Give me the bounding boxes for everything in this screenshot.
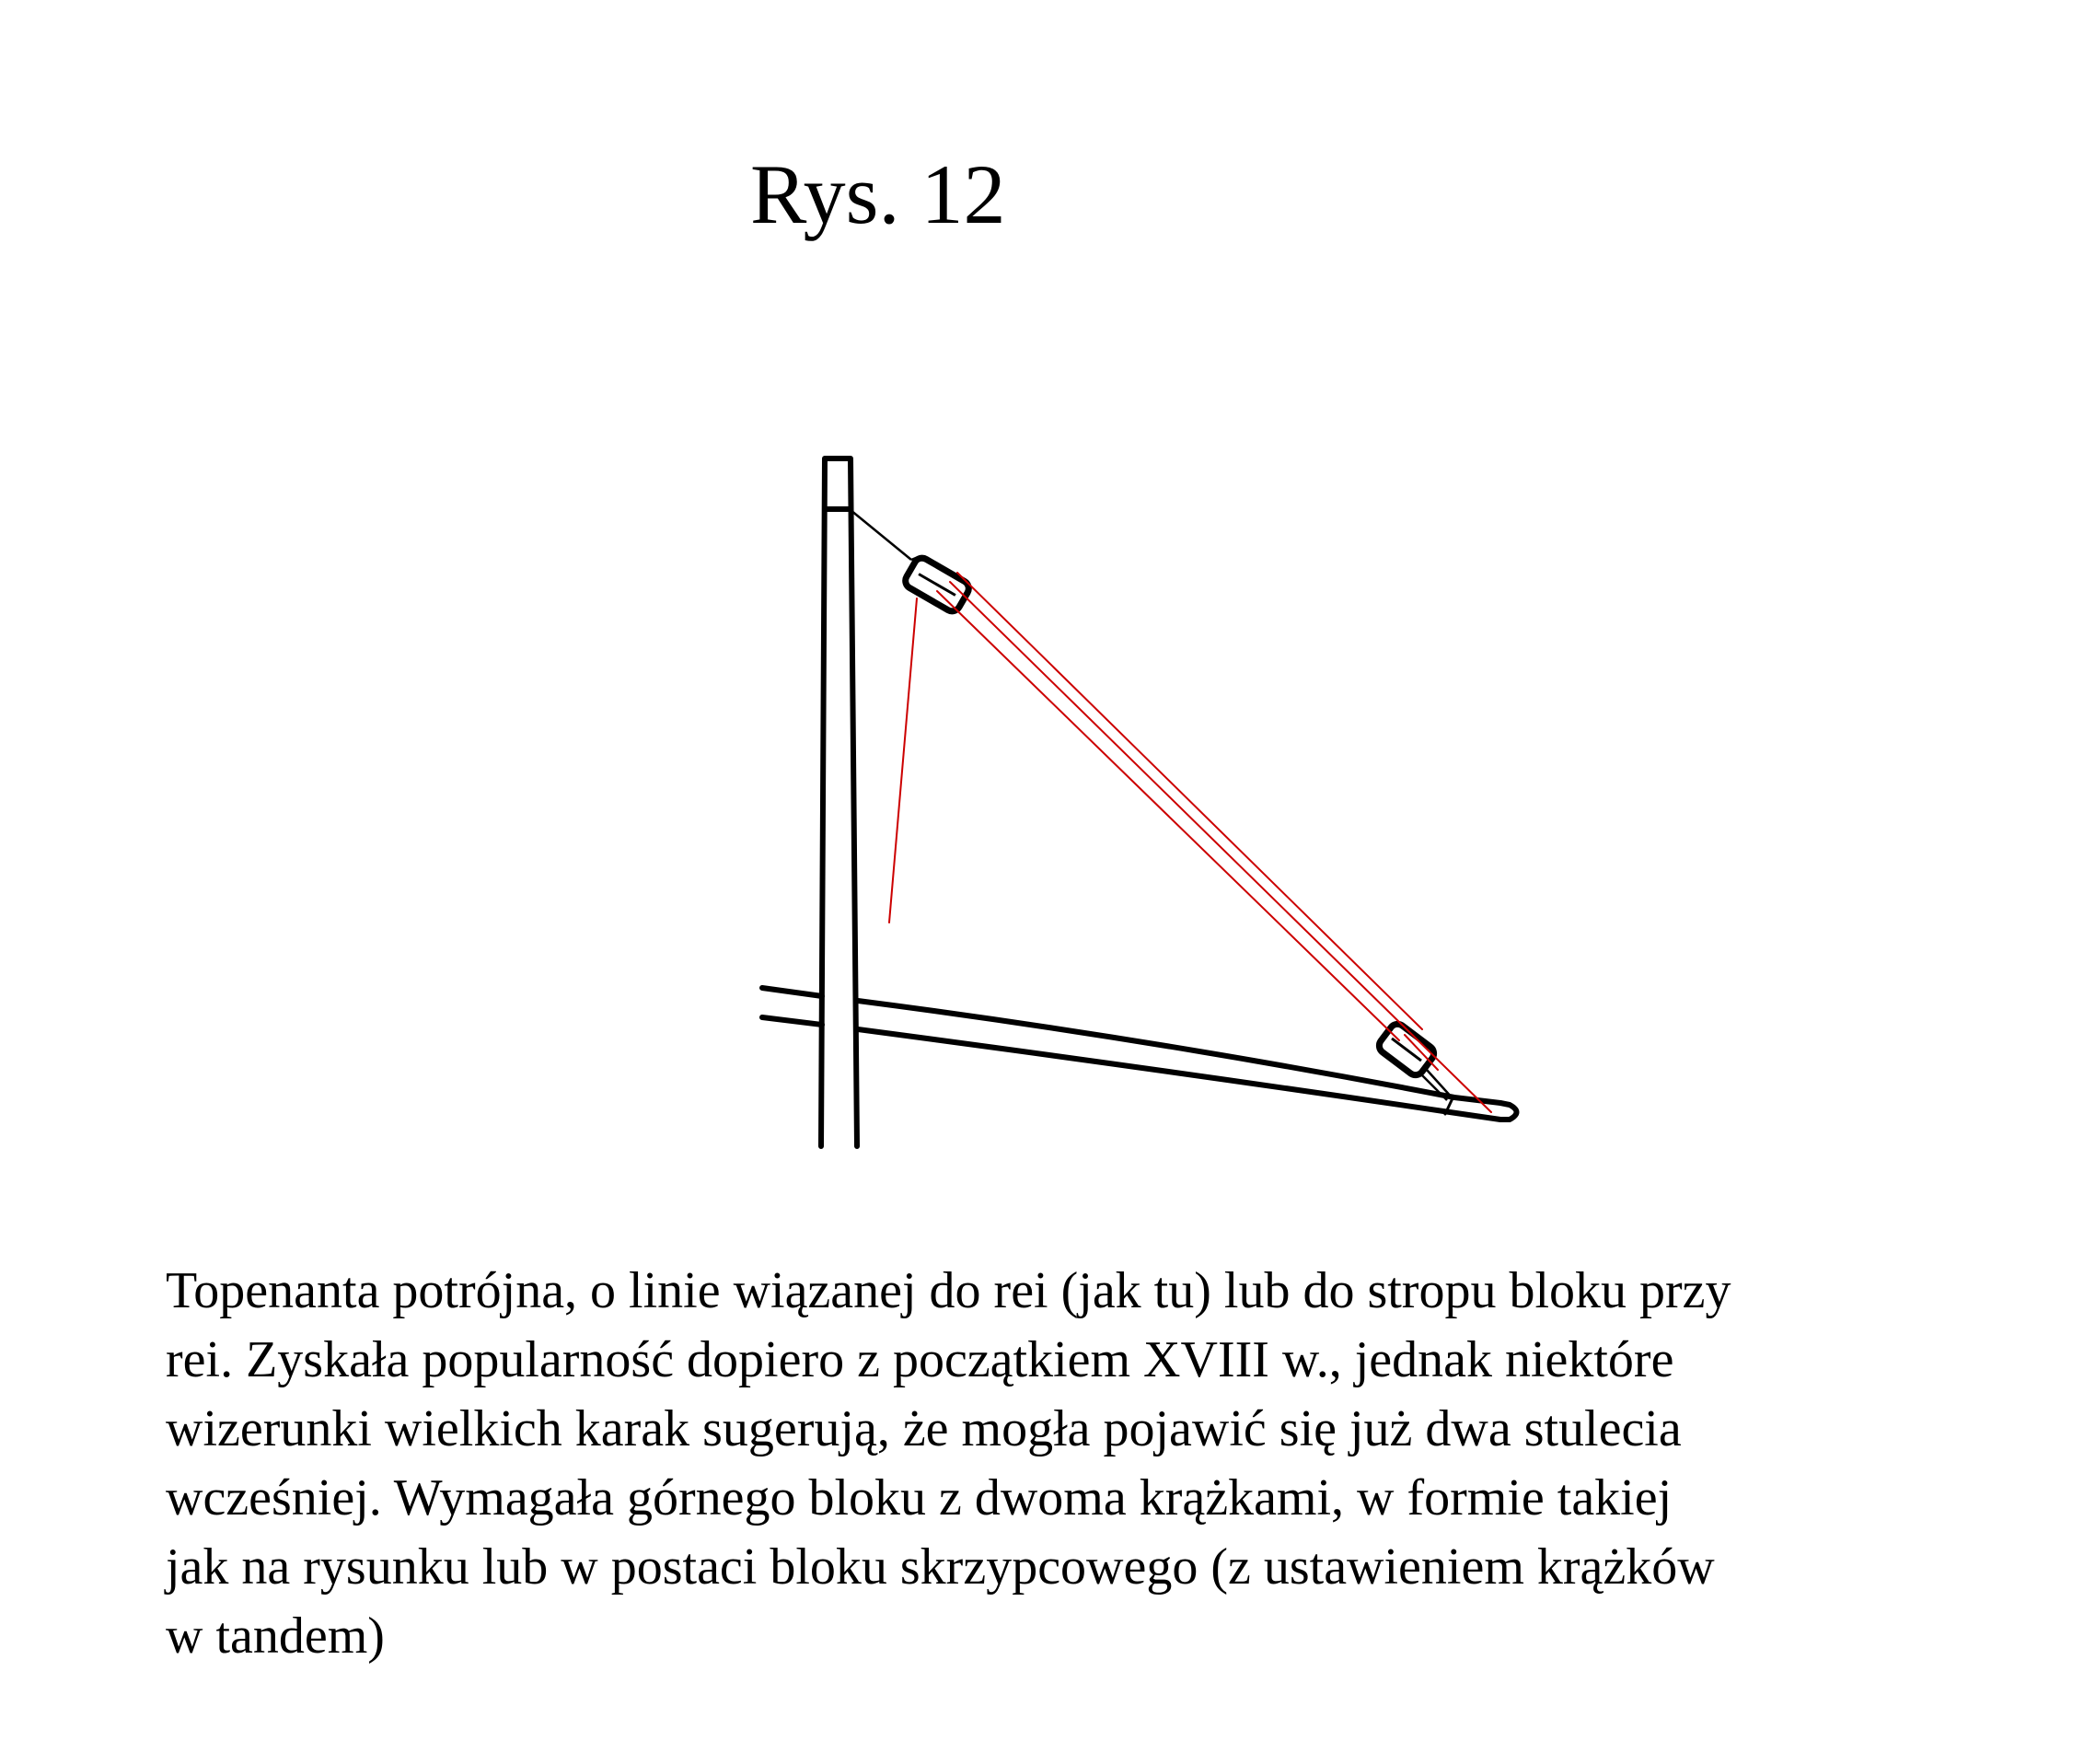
caption-line: wizerunki wielkich karak sugerują, że mogła pojawić się już dwa stulecia: [166, 1400, 1682, 1457]
yard-upper-left: [762, 988, 822, 996]
rope-part-2: [957, 573, 1422, 1029]
upper-block-pendant: [851, 510, 920, 560]
yard-lower-edge: [858, 1029, 1500, 1120]
upper-double-block: [902, 555, 971, 614]
rope-fall: [889, 598, 917, 923]
mast-outline: [821, 458, 857, 1146]
rope-part-standing: [950, 582, 1491, 1112]
lower-block-sheave-line: [1392, 1039, 1421, 1061]
caption-line: w tandem): [166, 1607, 385, 1665]
caption-line: jak na rysunku lub w postaci bloku skrzypcowego (z ustawieniem krążków: [166, 1538, 1715, 1596]
figure-caption: [166, 1257, 2007, 1671]
lift-rope: [889, 573, 1491, 1112]
mast: [821, 458, 857, 1146]
figure-title: Rys. 12: [750, 147, 1006, 241]
yard-upper-edge: [858, 1001, 1500, 1103]
caption-line: wcześniej. Wymagała górnego bloku z dwoma krążkami, w formie takiej: [166, 1469, 1673, 1526]
caption-line: rei. Zyskała popularność dopiero z początkiem XVIII w., jednak niektóre: [166, 1331, 1674, 1388]
yard-lower-left: [762, 1017, 822, 1025]
caption-line: Topenanta potrójna, o linie wiązanej do rei (jak tu) lub do stropu bloku przy: [166, 1262, 1731, 1319]
yard-arm-tip: [1500, 1103, 1517, 1120]
rope-part-1: [937, 591, 1399, 1040]
yard: [762, 988, 1517, 1120]
